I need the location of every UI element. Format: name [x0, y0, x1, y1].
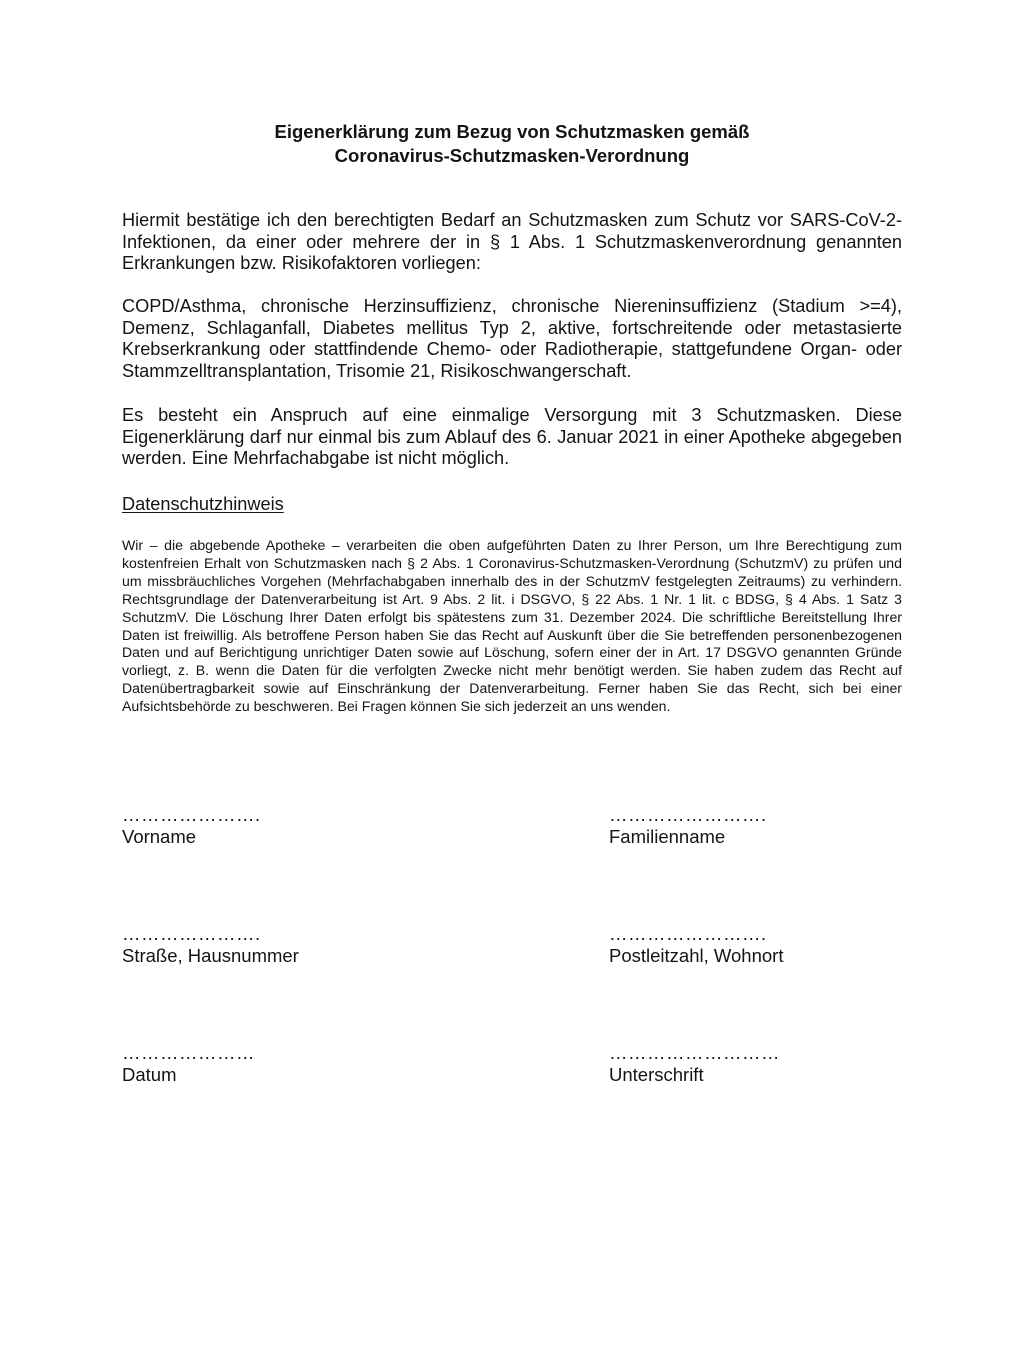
- familienname-dotted-line[interactable]: …………………….: [609, 804, 767, 825]
- entitlement-paragraph: Es besteht ein Anspruch auf eine einmalige Versorgung mit 3 Schutzmasken. Diese Eigenerklärung darf nur einmal bis zum Ablauf des 6. Januar 2021 in einer Apotheke abgegeben werden. Eine Mehrfachabgabe ist nicht möglich.: [122, 405, 902, 469]
- unterschrift-dotted-line[interactable]: ………………………: [609, 1042, 780, 1063]
- unterschrift-field[interactable]: [609, 1044, 780, 1086]
- strasse-dotted-line[interactable]: ………………….: [122, 923, 261, 944]
- strasse-label: Straße, Hausnummer: [122, 945, 299, 966]
- strasse-field[interactable]: [122, 925, 299, 967]
- conditions-paragraph: COPD/Asthma, chronische Herzinsuffizienz, chronische Niereninsuffizienz (Stadium >=4), Demenz, Schlaganfall, Diabetes mellitus Typ 2, aktive, fortschreitende oder metastasierte Krebserkrankung oder stattfindende Chemo- oder Radiotherapie, stattgefundene Organ- oder Stammzelltransplantation, Trisomie 21, Risikoschwangerschaft.: [122, 296, 902, 381]
- datum-label: Datum: [122, 1064, 177, 1085]
- plz-wohnort-field[interactable]: [609, 925, 783, 967]
- document-title: [122, 120, 902, 168]
- familienname-field[interactable]: [609, 806, 767, 848]
- datum-dotted-line[interactable]: …………………: [122, 1042, 255, 1063]
- familienname-label: Familienname: [609, 826, 726, 847]
- declaration-paragraph: Hiermit bestätige ich den berechtigten Bedarf an Schutzmasken zum Schutz vor SARS-CoV-2-Infektionen, da einer oder mehrere der in § 1 Abs. 1 Schutzmaskenverordnung genannten Erkrankungen bzw. Risikofaktoren vorliegen:: [122, 210, 902, 274]
- title-line-1: Eigenerklärung zum Bezug von Schutzmasken gemäß: [274, 121, 750, 142]
- title-line-2: Coronavirus-Schutzmasken-Verordnung: [334, 145, 690, 166]
- vorname-label: Vorname: [122, 826, 197, 847]
- plz-wohnort-dotted-line[interactable]: …………………….: [609, 923, 767, 944]
- unterschrift-label: Unterschrift: [609, 1064, 704, 1085]
- privacy-notice: Wir – die abgebende Apotheke – verarbeiten die oben aufgeführten Daten zu Ihrer Person, um Ihre Berechtigung zum kostenfreien Erhalt von Schutzmasken nach § 2 Abs. 1 Coronavirus-Schutzmasken-Verordnung (SchutzmV) zu prüfen und um missbräuchliches Vorgehen (Mehrfachabgaben innerhalb des in der SchutzmV festgelegten Zeitraums) zu verhindern. Rechtsgrundlage der Datenverarbeitung ist Art. 9 Abs. 2 lit. i DSGVO, § 22 Abs. 1 Nr. 1 lit. c BDSG, § 4 Abs. 1 Satz 3 SchutzmV. Die Löschung Ihrer Daten erfolgt bis spätestens zum 31. Dezember 2024. Die schriftliche Bereitstellung Ihrer Daten ist freiwillig. Als betroffene Person haben Sie das Recht auf Auskunft über die Sie betreffenden personenbezogenen Daten und auf Berichtigung unrichtiger Daten sowie auf Löschung, sofern einer der in Art. 17 DSGVO genannten Gründe vorliegt, z. B. wenn die Daten für die verfolgten Zwecke nicht mehr benötigt werden. Sie haben zudem das Recht auf Datenübertragbarkeit sowie auf Einschränkung der Datenverarbeitung. Ferner haben Sie das Recht, sich bei einer Aufsichtsbehörde zu beschweren. Bei Fragen können Sie sich jederzeit an uns wenden.: [122, 537, 902, 715]
- datum-field[interactable]: [122, 1044, 255, 1086]
- privacy-heading: Datenschutzhinweis: [122, 494, 284, 514]
- vorname-field[interactable]: [122, 806, 261, 848]
- vorname-dotted-line[interactable]: ………………….: [122, 804, 261, 825]
- plz-wohnort-label: Postleitzahl, Wohnort: [609, 945, 784, 966]
